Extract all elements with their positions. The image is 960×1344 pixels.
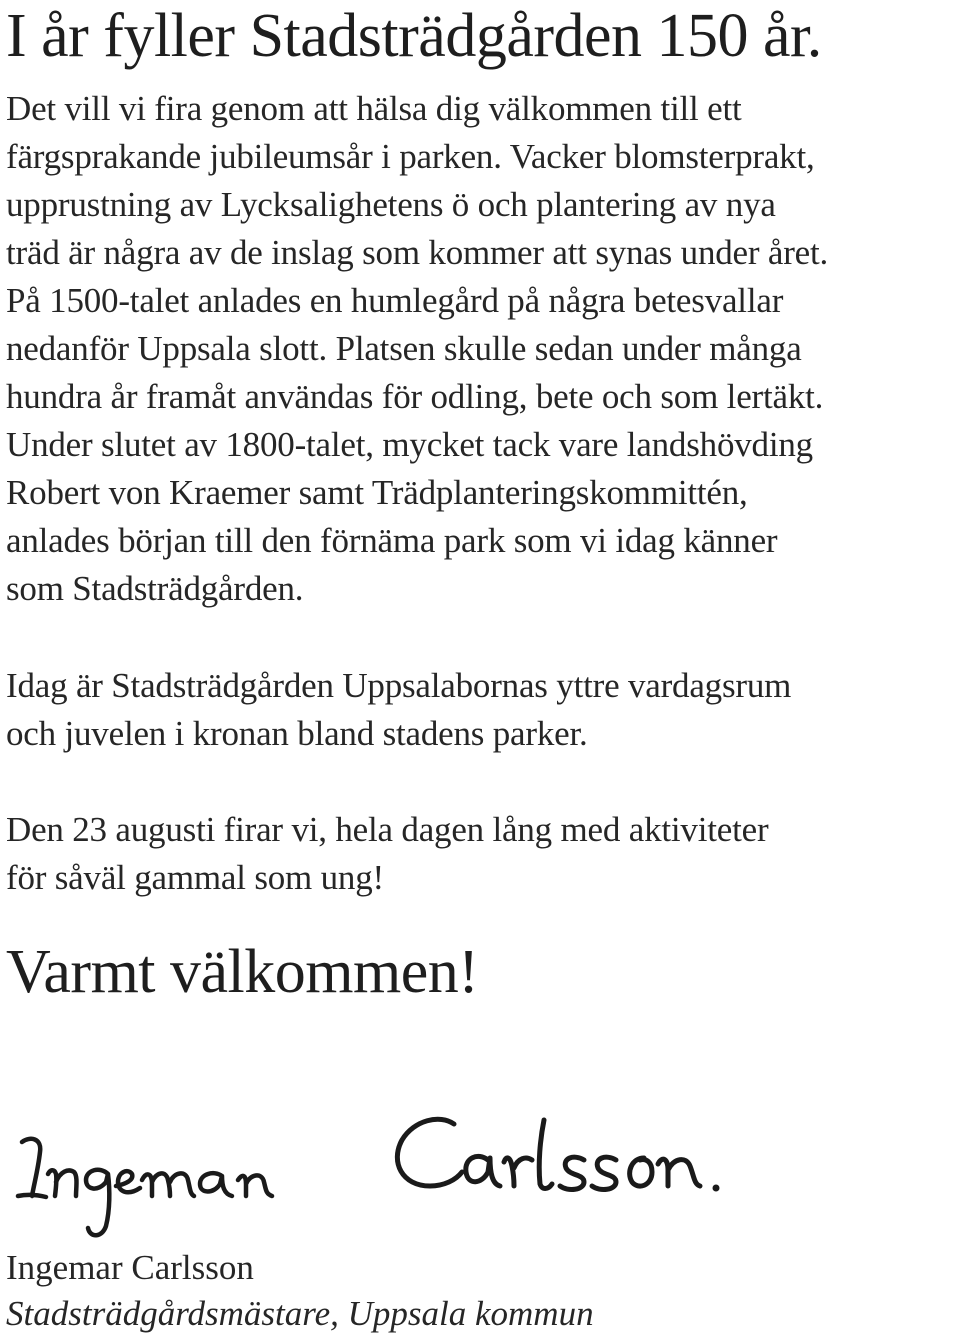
signature-carlsson-stroke (466, 1156, 500, 1186)
signature-carlsson-stroke (560, 1157, 584, 1189)
signature-ingeman-stroke (200, 1173, 232, 1196)
signatory-name: Ingemar Carlsson (6, 1248, 254, 1287)
signature-carlsson-stroke (630, 1158, 652, 1186)
closing-greeting: Varmt välkommen! (6, 938, 479, 1006)
paragraph-line: anlades början till den förnäma park som vi idag känner (6, 521, 778, 560)
intro-paragraph (6, 85, 828, 613)
paragraph-line: nedanför Uppsala slott. Platsen skulle sedan under många (6, 329, 802, 368)
signature-carlsson-stroke (539, 1120, 552, 1189)
signature-ingeman-stroke (18, 1139, 46, 1197)
paragraph-line: hundra år framåt användas för odling, bete och som lertäkt. (6, 377, 824, 416)
signature-carlsson-stroke (397, 1119, 462, 1186)
signatory-title: Stadsträdgårdsmästare, Uppsala kommun (6, 1294, 594, 1333)
signature-period (713, 1185, 720, 1192)
signature-ingeman-stroke (142, 1173, 194, 1196)
signature-ingeman-stroke (48, 1170, 77, 1196)
signature-carlsson-stroke (592, 1157, 616, 1189)
page-title: I år fyller Stadsträdgården 150 år. (6, 2, 822, 70)
paragraph-line: Under slutet av 1800-talet, mycket tack vare landshövding (6, 425, 813, 464)
paragraph-line: Den 23 augusti firar vi, hela dagen lång med aktiviteter (6, 810, 769, 849)
signature-carlsson-stroke (658, 1159, 700, 1186)
paragraph-line: träd är några av de inslag som kommer att synas under året. (6, 233, 829, 272)
handwritten-signature (0, 1100, 760, 1250)
paragraph-line: På 1500-talet anlades en humlegård på några betesvallar (6, 281, 784, 320)
paragraph-line: som Stadsträdgården. (6, 569, 304, 608)
event-paragraph (6, 806, 768, 902)
paragraph-line: Det vill vi fira genom att hälsa dig välkommen till ett (6, 89, 742, 128)
signature-ingeman-stroke (238, 1175, 272, 1196)
signature-carlsson-stroke (504, 1158, 532, 1186)
paragraph-line: upprustning av Lycksalighetens ö och plantering av nya (6, 185, 776, 224)
paragraph-line: och juvelen i kronan bland stadens parker. (6, 714, 588, 753)
paragraph-line: Idag är Stadsträdgården Uppsalabornas yttre vardagsrum (6, 666, 792, 705)
park-paragraph (6, 662, 791, 758)
paragraph-line: Robert von Kraemer samt Trädplanteringskommittén, (6, 473, 748, 512)
paragraph-line: för såväl gammal som ung! (6, 858, 384, 897)
signature-ingeman-stroke (116, 1171, 140, 1192)
signature-ingeman-stroke (86, 1170, 109, 1236)
paragraph-line: färgsprakande jubileumsår i parken. Vacker blomsterprakt, (6, 137, 815, 176)
